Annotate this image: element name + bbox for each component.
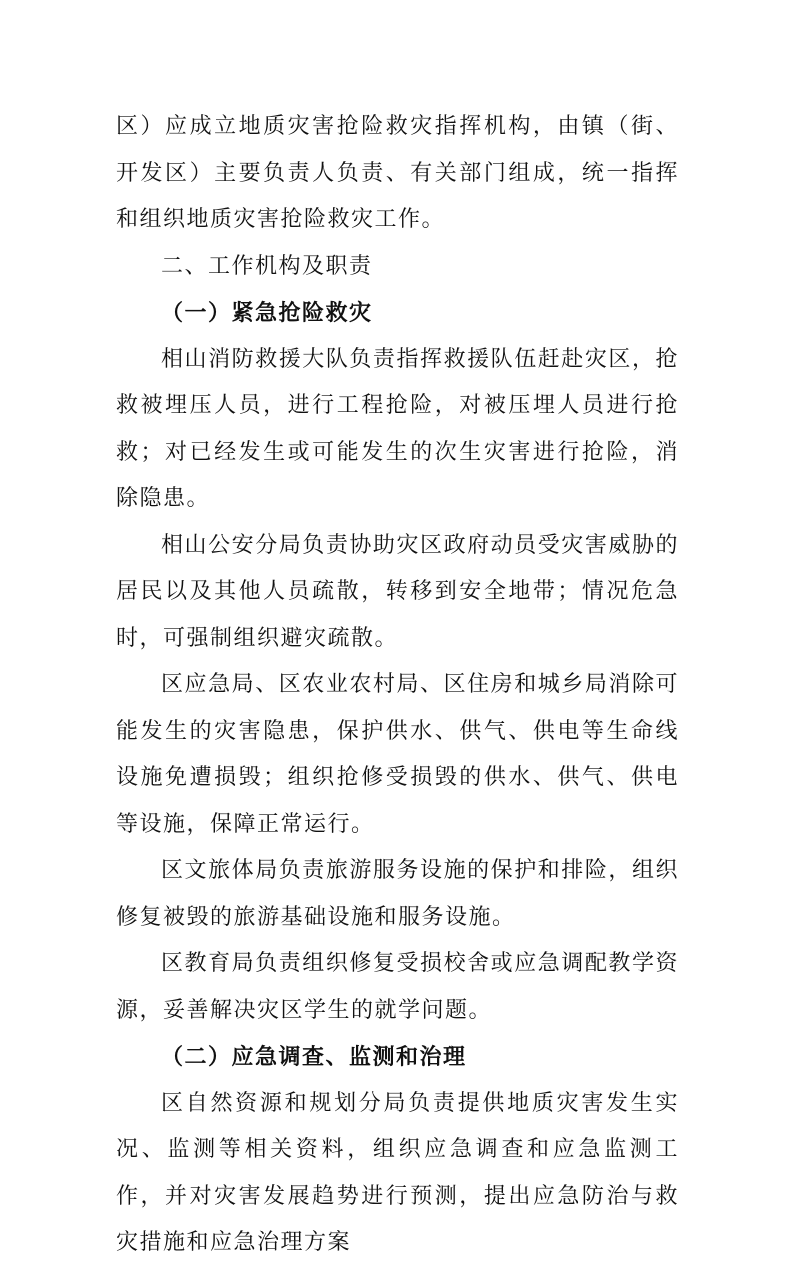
paragraph-fire-rescue: 相山消防救援大队负责指挥救援队伍赶赴灾区，抢救被埋压人员，进行工程抢险，对被压埋人员进行抢救；对已经发生或可能发生的次生灾害进行抢险，消除隐患。: [116, 346, 679, 511]
paragraph-education: 区教育局负责组织修复受损校舍或应急调配教学资源，妥善解决灾区学生的就学问题。: [116, 951, 679, 1023]
document-body: [116, 104, 679, 1267]
paragraph-public-security: 相山公安分局负责协助灾区政府动员受灾害威胁的居民以及其他人员疏散，转移到安全地带；情况危急时，可强制组织避灾疏散。: [116, 532, 679, 651]
subsection-heading-investigation-monitoring: （二）应急调查、监测和治理: [161, 1044, 467, 1070]
paragraph-continuation: 区）应成立地质灾害抢险救灾指挥机构，由镇（街、开发区）主要负责人负责、有关部门组成，统一指挥和组织地质灾害抢险救灾工作。: [116, 114, 679, 232]
paragraph-natural-resources: 区自然资源和规划分局负责提供地质灾害发生实况、监测等相关资料，组织应急调查和应急监测工作，并对灾害发展趋势进行预测，提出应急防治与救灾措施和应急治理方案: [116, 1090, 679, 1255]
subsection-heading-emergency-rescue: （一）紧急抢险救灾: [161, 300, 373, 326]
section-heading-work-organization: 二、工作机构及职责: [161, 253, 373, 279]
paragraph-emergency-bureau: 区应急局、区农业农村局、区住房和城乡局消除可能发生的灾害隐患，保护供水、供气、供电等生命线设施免遭损毁；组织抢修受损毁的供水、供气、供电等设施，保障正常运行。: [116, 672, 679, 837]
paragraph-culture-tourism: 区文旅体局负责旅游服务设施的保护和排险，组织修复被毁的旅游基础设施和服务设施。: [116, 858, 679, 930]
